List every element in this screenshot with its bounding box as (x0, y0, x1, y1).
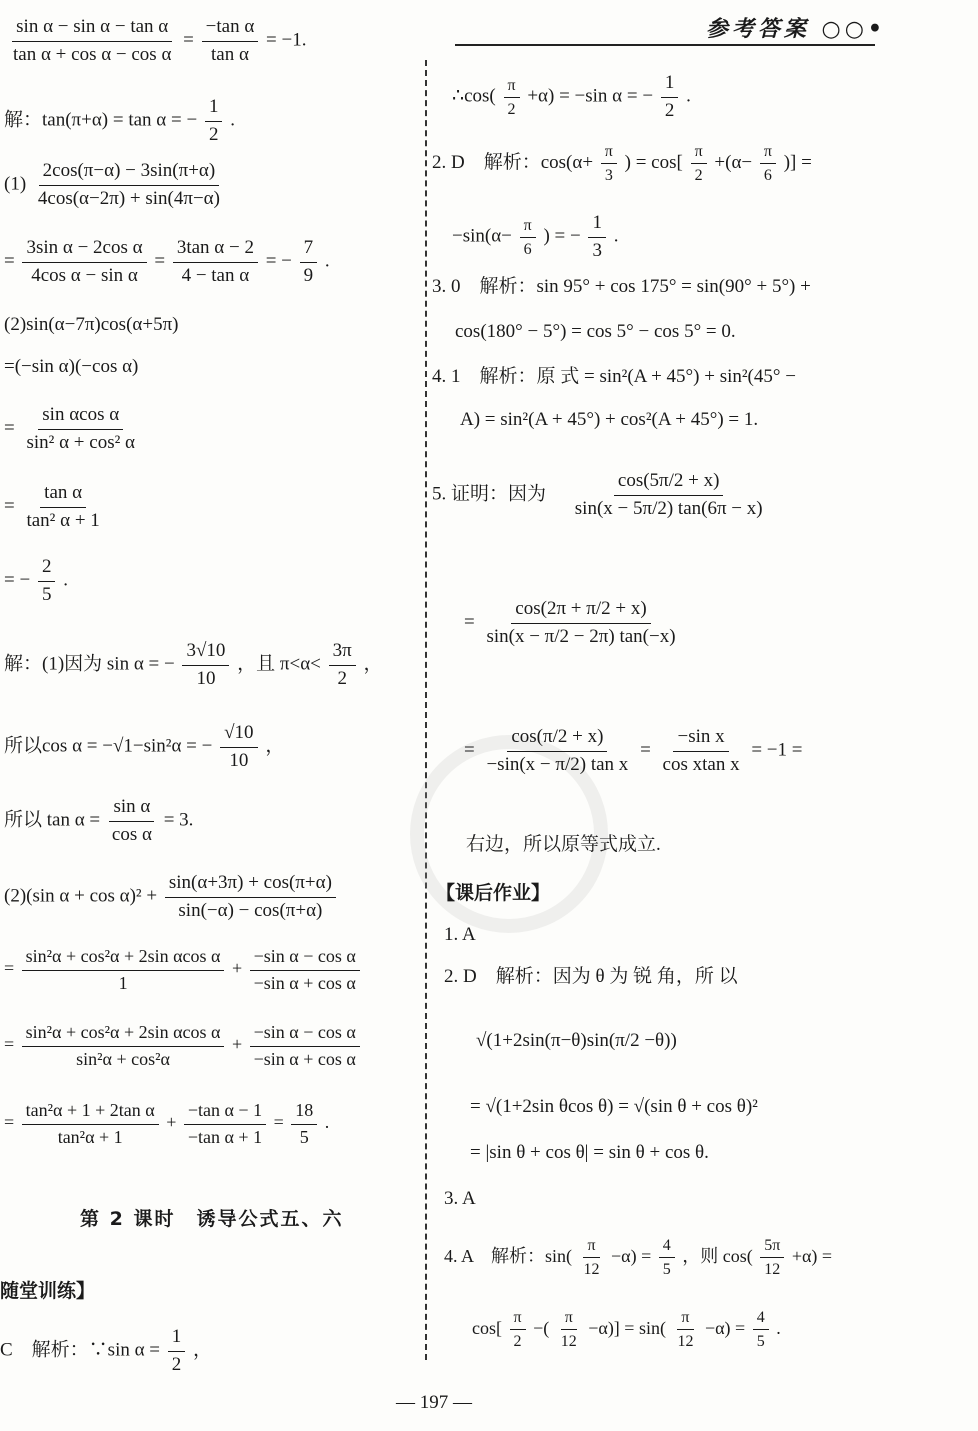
fraction-denominator: sin² α + cos² α (26, 431, 135, 453)
left-line-8 (4, 482, 107, 533)
answer-text: 4. A 解析：sin( (444, 1245, 573, 1266)
right-line-15: = √(1+2sin θcos θ) = √(sin θ + cos θ)² (470, 1096, 758, 1117)
equals-sign: = (4, 1034, 15, 1055)
solution-text: 所以cos α = −√1−sin²α = − (4, 735, 213, 757)
right-line-9 (464, 598, 683, 649)
equals-sign: = (154, 250, 166, 272)
right-line-6: 4. 1 解析：原 式 = sin²(A + 45°) + sin²(45° − (432, 366, 796, 387)
fraction-denominator: 12 (583, 1261, 600, 1279)
fraction-numerator: sin²α + cos²α + 2sin αcos α (22, 946, 225, 971)
equals-sign: = (464, 739, 475, 761)
left-line-10 (4, 640, 383, 691)
left-line-5: (2)sin(α−7π)cos(α+5π) (4, 314, 179, 335)
fraction-numerator: 18 (291, 1100, 317, 1125)
right-line-17: 3. A (444, 1188, 476, 1209)
right-line-12: 1. A (444, 924, 476, 945)
fraction-numerator: 5π (760, 1236, 784, 1258)
expression-text: −α)] = sin( (588, 1317, 666, 1338)
result-text: = 3. (163, 809, 194, 831)
left-line-3 (4, 160, 227, 211)
fraction-denominator: 2 (513, 1333, 522, 1351)
expression-text: −( (533, 1317, 550, 1338)
fraction-numerator: 3√10 (182, 640, 229, 666)
fraction-denominator: 10 (229, 749, 249, 771)
fraction-numerator: −tan α − 1 (184, 1100, 266, 1125)
section-heading: 随堂训练】 (0, 1280, 96, 1302)
expression-text: ∴cos( (452, 85, 496, 107)
left-line-6: =(−sin α)(−cos α) (4, 356, 139, 377)
lesson-title: 第 2 课时 诱导公式五、六 (80, 1208, 344, 1230)
fraction-numerator: 2cos(π−α) − 3sin(π+α) (39, 160, 220, 186)
fraction-numerator: π (760, 142, 776, 164)
fraction-denominator: 4cos α − sin α (31, 264, 138, 286)
plus-sign: + (231, 958, 243, 979)
right-line-8 (432, 470, 770, 521)
equals-sign: = − (4, 569, 31, 591)
left-line-7 (4, 404, 142, 455)
solution-text: 所以 tan α = (4, 809, 101, 831)
fraction-numerator: cos(5π/2 + x) (614, 470, 724, 496)
fraction-denominator: −sin(x − π/2) tan x (486, 753, 629, 775)
fraction-denominator: cos α (111, 823, 152, 845)
answer-text: C 解析：∵sin α = (0, 1339, 161, 1361)
punctuation: . (776, 1317, 781, 1338)
fraction-denominator: 2 (337, 667, 347, 689)
left-line-15 (4, 1022, 363, 1070)
fraction-numerator: 4 (659, 1236, 675, 1258)
fraction-denominator: 3 (604, 167, 613, 185)
equals-sign: = (4, 417, 15, 439)
page-header: 参考答案 ○○• (705, 16, 886, 42)
fraction-denominator: sin(x − π/2 − 2π) tan(−x) (486, 625, 676, 647)
punctuation: . (686, 85, 691, 107)
condition-text: ，且 π<α< (237, 653, 321, 675)
fraction-numerator: sin αcos α (38, 404, 123, 430)
plus-sign: + (166, 1112, 177, 1133)
right-line-3 (452, 212, 618, 263)
fraction-numerator: sin α (109, 796, 154, 822)
fraction-denominator: 4 − tan α (181, 264, 250, 286)
right-line-2 (432, 142, 812, 185)
fraction-denominator: 12 (677, 1333, 694, 1351)
fraction-denominator: 1 (118, 972, 128, 993)
left-line-14 (4, 946, 363, 994)
fraction-denominator: 9 (303, 264, 314, 286)
fraction-numerator: 1 (205, 96, 223, 122)
right-line-1 (452, 72, 691, 123)
result-text: = −1. (266, 29, 307, 51)
fraction-numerator: π (561, 1308, 577, 1330)
expression-text: cos[ (472, 1317, 502, 1338)
right-line-18 (444, 1236, 832, 1279)
fraction-numerator: π (510, 1308, 526, 1330)
punctuation: . (324, 250, 330, 272)
fraction-denominator: −sin α + cos α (253, 972, 356, 993)
fraction-denominator: sin(x − 5π/2) tan(6π − x) (574, 497, 763, 519)
equals-sign: = (4, 1112, 15, 1133)
fraction-denominator: 6 (763, 167, 772, 185)
right-line-5: cos(180° − 5°) = cos 5° − cos 5° = 0. (455, 321, 736, 342)
fraction-denominator: sin²α + cos²α (76, 1048, 170, 1069)
fraction-denominator: 2 (694, 167, 703, 185)
equals-sign: = (464, 611, 475, 633)
fraction-numerator: sin(α+3π) + cos(π+α) (165, 872, 336, 898)
expression-text: (2)(sin α + cos α)² + (4, 885, 158, 907)
expression-text: ) = cos[ (624, 152, 683, 174)
fraction-denominator: −sin α + cos α (253, 1048, 356, 1069)
fraction-denominator: −tan α + 1 (187, 1126, 263, 1147)
fraction-numerator: π (677, 1308, 693, 1330)
fraction-denominator: 4cos(α−2π) + sin(4π−α) (37, 187, 220, 209)
fraction-denominator: 2 (208, 123, 219, 145)
solution-text: 解：tan(π+α) = tan α = − (4, 109, 198, 131)
fraction-numerator: 1 (588, 212, 606, 238)
fraction-denominator: 2 (171, 1353, 182, 1375)
punctuation: ， (193, 1339, 213, 1361)
fraction-numerator: 1 (168, 1326, 186, 1352)
fraction-numerator: 2 (38, 556, 56, 582)
column-divider (425, 60, 427, 1360)
fraction-denominator: 12 (560, 1333, 577, 1351)
punctuation: . (613, 225, 619, 247)
fraction-numerator: π (583, 1236, 599, 1258)
fraction-denominator: 3 (592, 239, 602, 261)
item-label: (1) (4, 173, 27, 195)
result-text: = −1 = (751, 739, 803, 761)
fraction-numerator: π (504, 76, 520, 98)
right-line-14: √(1+2sin(π−θ)sin(π/2 −θ)) (476, 1030, 677, 1051)
expression-text: +α) = −sin α = − (527, 85, 654, 107)
equals-sign: = − (265, 250, 292, 272)
plus-sign: + (231, 1034, 243, 1055)
expression-text: −α) = (704, 1317, 746, 1338)
fraction-numerator: −tan α (202, 16, 259, 42)
fraction-denominator: cos xtan x (662, 753, 740, 775)
right-line-19 (472, 1308, 781, 1351)
fraction-numerator: sin α − sin α − tan α (12, 16, 172, 42)
fraction-denominator: 2 (664, 99, 675, 121)
punctuation: ， (363, 653, 383, 675)
solution-text: 解：(1)因为 sin α = − (4, 653, 175, 675)
expression-text: ，则 cos( (682, 1245, 753, 1266)
page-number: — 197 — (396, 1392, 472, 1413)
right-line-10 (464, 726, 802, 777)
fraction-numerator: √10 (220, 722, 257, 748)
fraction-numerator: π (601, 142, 617, 164)
left-line-2 (4, 96, 235, 147)
fraction-numerator: sin²α + cos²α + 2sin αcos α (22, 1022, 225, 1047)
equals-sign: = (640, 739, 651, 761)
right-line-4: 3. 0 解析：sin 95° + cos 175° = sin(90° + 5°) + (432, 276, 811, 297)
answer-text: 2. D 解析：cos(α+ (432, 152, 594, 174)
left-line-4 (4, 237, 330, 288)
expression-text: −α) = (611, 1245, 652, 1266)
right-line-13: 2. D 解析：因为 θ 为 锐 角，所 以 (444, 966, 738, 987)
left-line-17 (0, 1326, 212, 1377)
equals-sign: = (4, 958, 15, 979)
expression-text: )] = (783, 152, 812, 174)
left-line-11 (4, 722, 284, 773)
expression-text: +α) = (791, 1245, 833, 1266)
expression-text: +(α− (714, 152, 753, 174)
fraction-numerator: 1 (661, 72, 679, 98)
equals-sign: = (183, 29, 194, 51)
fraction-numerator: 3π (329, 640, 356, 666)
fraction-numerator: tan α (40, 482, 86, 508)
fraction-numerator: cos(2π + π/2 + x) (511, 598, 650, 624)
fraction-numerator: tan²α + 1 + 2tan α (22, 1100, 159, 1125)
expression-text: −sin(α− (452, 225, 512, 247)
right-line-16: = |sin θ + cos θ| = sin θ + cos θ. (470, 1142, 709, 1163)
fraction-denominator: sin(−α) − cos(π+α) (178, 899, 323, 921)
fraction-numerator: 3tan α − 2 (173, 237, 258, 263)
left-line-1 (6, 16, 306, 67)
proof-text: 5. 证明：因为 (432, 483, 547, 505)
fraction-numerator: −sin α − cos α (250, 1022, 360, 1047)
fraction-denominator: tan α (211, 43, 249, 65)
fraction-denominator: 6 (523, 240, 532, 258)
left-line-9 (4, 556, 68, 607)
expression-text: ) = − (543, 225, 581, 247)
fraction-numerator: π (520, 216, 536, 238)
punctuation: . (230, 109, 235, 131)
punctuation: ， (265, 735, 285, 757)
fraction-numerator: 3sin α − 2cos α (22, 237, 146, 263)
right-line-7: A) = sin²(A + 45°) + cos²(A + 45°) = 1. (460, 409, 759, 430)
punctuation: . (63, 569, 68, 591)
right-line-11: 右边，所以原等式成立. (466, 834, 661, 855)
fraction-denominator: tan²α + 1 (57, 1126, 123, 1147)
header-rule (455, 44, 875, 46)
fraction-denominator: 5 (299, 1126, 309, 1147)
fraction-denominator: 5 (756, 1333, 765, 1351)
fraction-numerator: −sin x (673, 726, 728, 752)
fraction-denominator: 12 (764, 1261, 781, 1279)
fraction-denominator: tan² α + 1 (26, 509, 100, 531)
fraction-denominator: 2 (507, 100, 516, 118)
fraction-numerator: π (691, 142, 707, 164)
left-line-12 (4, 796, 193, 847)
fraction-numerator: −sin α − cos α (250, 946, 360, 971)
fraction-denominator: tan α + cos α − cos α (13, 43, 172, 65)
fraction-denominator: 10 (196, 667, 216, 689)
punctuation: . (324, 1112, 330, 1133)
fraction-numerator: 4 (753, 1308, 769, 1330)
equals-sign: = (4, 495, 15, 517)
left-line-13 (4, 872, 339, 923)
equals-sign: = (273, 1112, 284, 1133)
equals-sign: = (4, 250, 15, 272)
fraction-denominator: 5 (662, 1261, 671, 1279)
homework-heading: 【课后作业】 (436, 882, 551, 904)
left-line-16 (4, 1100, 329, 1148)
fraction-numerator: 7 (300, 237, 318, 263)
fraction-numerator: cos(π/2 + x) (507, 726, 607, 752)
fraction-denominator: 5 (41, 583, 52, 605)
